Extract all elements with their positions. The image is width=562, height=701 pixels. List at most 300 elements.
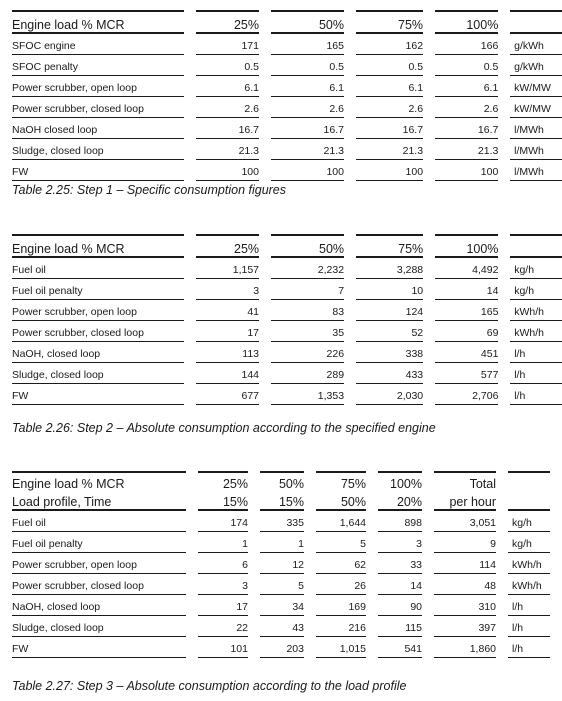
header-25: 25%	[196, 234, 259, 258]
row-label: FW	[12, 384, 184, 405]
column-gap	[498, 363, 510, 384]
table1-body	[12, 34, 562, 181]
value-cell: 3,051	[434, 511, 496, 532]
column-gap	[344, 363, 356, 384]
row-label: Power scrubber, closed loop	[12, 574, 186, 595]
row-label: SFOC engine	[12, 34, 184, 55]
column-gap	[259, 258, 271, 279]
unit-cell: kW/MW	[510, 97, 562, 118]
value-cell: 226	[271, 342, 344, 363]
value-cell: 83	[271, 300, 344, 321]
value-cell: 335	[260, 511, 304, 532]
unit-cell: g/kWh	[510, 34, 562, 55]
row-label: Fuel oil penalty	[12, 279, 184, 300]
value-cell: 677	[196, 384, 259, 405]
column-gap	[496, 637, 508, 658]
value-cell: 169	[316, 595, 366, 616]
table3-caption: Table 2.27: Step 3 – Absolute consumption according to the load profile	[12, 679, 407, 693]
unit-cell: l/h	[508, 616, 550, 637]
value-cell: 2,232	[271, 258, 344, 279]
column-gap	[259, 139, 271, 160]
unit-cell: kW/MW	[510, 76, 562, 97]
table-row	[12, 258, 562, 279]
column-gap	[184, 55, 196, 76]
column-gap	[344, 321, 356, 342]
header-unit	[510, 234, 562, 258]
column-gap	[423, 139, 435, 160]
column-gap	[186, 532, 198, 553]
unit-cell: l/MWh	[510, 160, 562, 181]
header-unit	[508, 491, 550, 511]
column-gap	[498, 160, 510, 181]
column-gap	[498, 34, 510, 55]
value-cell: 2.6	[435, 97, 498, 118]
column-gap	[498, 342, 510, 363]
column-gap	[184, 300, 196, 321]
column-gap	[498, 321, 510, 342]
value-cell: 14	[378, 574, 422, 595]
column-gap	[304, 574, 316, 595]
column-gap	[498, 258, 510, 279]
value-cell: 451	[435, 342, 498, 363]
column-gap	[304, 511, 316, 532]
column-gap	[184, 139, 196, 160]
column-gap	[422, 574, 434, 595]
unit-cell: kg/h	[510, 258, 562, 279]
header-75: 75%	[356, 10, 423, 34]
column-gap	[422, 532, 434, 553]
unit-cell: kg/h	[510, 279, 562, 300]
column-gap	[366, 616, 378, 637]
unit-cell: kWh/h	[510, 300, 562, 321]
header-75: 75%	[316, 471, 366, 491]
table3-body	[12, 511, 550, 658]
column-gap	[498, 139, 510, 160]
value-cell: 144	[196, 363, 259, 384]
value-cell: 14	[435, 279, 498, 300]
header-50: 50%	[271, 10, 344, 34]
row-label: Power scrubber, closed loop	[12, 97, 184, 118]
unit-cell: l/h	[510, 384, 562, 405]
table-row	[12, 139, 562, 160]
value-cell: 2.6	[196, 97, 259, 118]
value-cell: 10	[356, 279, 423, 300]
table-row	[12, 300, 562, 321]
value-cell: 4,492	[435, 258, 498, 279]
column-gap	[259, 76, 271, 97]
column-gap	[184, 76, 196, 97]
value-cell: 0.5	[356, 55, 423, 76]
value-cell: 203	[260, 637, 304, 658]
column-gap	[423, 34, 435, 55]
header-unit	[510, 10, 562, 34]
value-cell: 21.3	[196, 139, 259, 160]
table-row	[12, 595, 550, 616]
value-cell: 101	[198, 637, 248, 658]
table-row	[12, 342, 562, 363]
value-cell: 100	[196, 160, 259, 181]
column-gap	[423, 118, 435, 139]
value-cell: 6.1	[196, 76, 259, 97]
value-cell: 1,353	[271, 384, 344, 405]
column-gap	[259, 97, 271, 118]
column-gap	[422, 616, 434, 637]
column-gap	[186, 553, 198, 574]
value-cell: 33	[378, 553, 422, 574]
row-label: Fuel oil	[12, 511, 186, 532]
value-cell: 3,288	[356, 258, 423, 279]
value-cell: 0.5	[435, 55, 498, 76]
value-cell: 310	[434, 595, 496, 616]
table-row	[12, 637, 550, 658]
table-row	[12, 34, 562, 55]
column-gap	[344, 97, 356, 118]
value-cell: 100	[356, 160, 423, 181]
column-gap	[184, 258, 196, 279]
value-cell: 3	[196, 279, 259, 300]
value-cell: 124	[356, 300, 423, 321]
column-gap	[186, 616, 198, 637]
table2-body	[12, 258, 562, 405]
value-cell: 6.1	[356, 76, 423, 97]
value-cell: 541	[378, 637, 422, 658]
row-label: Fuel oil penalty	[12, 532, 186, 553]
column-gap	[186, 574, 198, 595]
table-row	[12, 384, 562, 405]
specific-consumption-table	[12, 10, 562, 181]
header-engine-load: Engine load % MCR	[12, 471, 186, 491]
column-gap	[248, 532, 260, 553]
value-cell: 171	[196, 34, 259, 55]
column-gap	[248, 574, 260, 595]
header-total: Total	[434, 471, 496, 491]
column-gap	[496, 616, 508, 637]
column-gap	[498, 76, 510, 97]
value-cell: 1,015	[316, 637, 366, 658]
row-label: Power scrubber, open loop	[12, 300, 184, 321]
column-gap	[422, 553, 434, 574]
column-gap	[498, 97, 510, 118]
unit-cell: l/MWh	[510, 118, 562, 139]
value-cell: 2.6	[271, 97, 344, 118]
value-cell: 17	[198, 595, 248, 616]
value-cell: 69	[435, 321, 498, 342]
value-cell: 100	[271, 160, 344, 181]
table-row	[12, 616, 550, 637]
unit-cell: kg/h	[508, 511, 550, 532]
column-gap	[423, 258, 435, 279]
row-label: Fuel oil	[12, 258, 184, 279]
value-cell: 100	[435, 160, 498, 181]
column-gap	[304, 616, 316, 637]
unit-cell: l/MWh	[510, 139, 562, 160]
row-label: Power scrubber, closed loop	[12, 321, 184, 342]
column-gap	[184, 279, 196, 300]
table-row	[12, 532, 550, 553]
unit-cell: kWh/h	[508, 574, 550, 595]
table-row	[12, 160, 562, 181]
value-cell: 0.5	[271, 55, 344, 76]
column-gap	[186, 511, 198, 532]
column-gap	[422, 637, 434, 658]
column-gap	[423, 55, 435, 76]
unit-cell: kg/h	[508, 532, 550, 553]
value-cell: 35	[271, 321, 344, 342]
table-row	[12, 118, 562, 139]
header-100: 100%	[435, 234, 498, 258]
header-load-profile: Load profile, Time	[12, 491, 186, 511]
column-gap	[184, 34, 196, 55]
header-50: 50%	[271, 234, 344, 258]
header-time-100: 20%	[378, 491, 422, 511]
absolute-consumption-load-profile-table	[12, 471, 550, 658]
value-cell: 216	[316, 616, 366, 637]
value-cell: 16.7	[271, 118, 344, 139]
table-row	[12, 363, 562, 384]
table-row	[12, 321, 562, 342]
value-cell: 12	[260, 553, 304, 574]
value-cell: 43	[260, 616, 304, 637]
column-gap	[248, 511, 260, 532]
value-cell: 16.7	[356, 118, 423, 139]
header-25: 25%	[196, 10, 259, 34]
value-cell: 0.5	[196, 55, 259, 76]
row-label: NaOH, closed loop	[12, 595, 186, 616]
row-label: FW	[12, 160, 184, 181]
value-cell: 6.1	[435, 76, 498, 97]
unit-cell: g/kWh	[510, 55, 562, 76]
column-gap	[423, 342, 435, 363]
column-gap	[422, 511, 434, 532]
value-cell: 21.3	[356, 139, 423, 160]
value-cell: 2,030	[356, 384, 423, 405]
column-gap	[184, 363, 196, 384]
row-label: FW	[12, 637, 186, 658]
table-row	[12, 279, 562, 300]
column-gap	[496, 532, 508, 553]
column-gap	[423, 363, 435, 384]
table1-caption: Table 2.25: Step 1 – Specific consumption figures	[12, 183, 287, 197]
table-row	[12, 97, 562, 118]
column-gap	[184, 97, 196, 118]
column-gap	[259, 118, 271, 139]
header-per-hour: per hour	[434, 491, 496, 511]
column-gap	[498, 279, 510, 300]
value-cell: 52	[356, 321, 423, 342]
column-gap	[366, 511, 378, 532]
column-gap	[186, 595, 198, 616]
value-cell: 90	[378, 595, 422, 616]
header-100: 100%	[435, 10, 498, 34]
column-gap	[248, 637, 260, 658]
column-gap	[423, 321, 435, 342]
value-cell: 165	[435, 300, 498, 321]
header-75: 75%	[356, 234, 423, 258]
table-row	[12, 76, 562, 97]
column-gap	[498, 55, 510, 76]
value-cell: 3	[378, 532, 422, 553]
row-label: NaOH closed loop	[12, 118, 184, 139]
value-cell: 9	[434, 532, 496, 553]
unit-cell: l/h	[510, 363, 562, 384]
value-cell: 1	[260, 532, 304, 553]
absolute-consumption-engine-table	[12, 234, 562, 405]
column-gap	[423, 97, 435, 118]
header-time-25: 15%	[198, 491, 248, 511]
column-gap	[304, 637, 316, 658]
header-unit	[508, 471, 550, 491]
column-gap	[304, 595, 316, 616]
value-cell: 115	[378, 616, 422, 637]
value-cell: 114	[434, 553, 496, 574]
unit-cell: l/h	[508, 637, 550, 658]
column-gap	[344, 34, 356, 55]
column-gap	[496, 511, 508, 532]
value-cell: 433	[356, 363, 423, 384]
row-label: Sludge, closed loop	[12, 616, 186, 637]
column-gap	[259, 321, 271, 342]
column-gap	[259, 55, 271, 76]
column-gap	[259, 160, 271, 181]
value-cell: 17	[196, 321, 259, 342]
row-label: Power scrubber, open loop	[12, 76, 184, 97]
value-cell: 397	[434, 616, 496, 637]
value-cell: 62	[316, 553, 366, 574]
value-cell: 16.7	[196, 118, 259, 139]
value-cell: 41	[196, 300, 259, 321]
column-gap	[366, 553, 378, 574]
column-gap	[498, 384, 510, 405]
value-cell: 1,644	[316, 511, 366, 532]
value-cell: 338	[356, 342, 423, 363]
row-label: Sludge, closed loop	[12, 363, 184, 384]
value-cell: 898	[378, 511, 422, 532]
column-gap	[184, 321, 196, 342]
column-gap	[259, 279, 271, 300]
column-gap	[344, 279, 356, 300]
value-cell: 166	[435, 34, 498, 55]
column-gap	[423, 279, 435, 300]
column-gap	[344, 76, 356, 97]
column-gap	[259, 34, 271, 55]
value-cell: 1,860	[434, 637, 496, 658]
column-gap	[344, 139, 356, 160]
value-cell: 16.7	[435, 118, 498, 139]
header-100: 100%	[378, 471, 422, 491]
column-gap	[366, 532, 378, 553]
value-cell: 21.3	[271, 139, 344, 160]
column-gap	[248, 553, 260, 574]
value-cell: 289	[271, 363, 344, 384]
unit-cell: l/h	[508, 595, 550, 616]
table-row	[12, 55, 562, 76]
value-cell: 162	[356, 34, 423, 55]
value-cell: 34	[260, 595, 304, 616]
unit-cell: l/h	[510, 342, 562, 363]
column-gap	[344, 160, 356, 181]
column-gap	[498, 118, 510, 139]
column-gap	[248, 595, 260, 616]
column-gap	[344, 118, 356, 139]
column-gap	[344, 342, 356, 363]
value-cell: 6.1	[271, 76, 344, 97]
column-gap	[422, 595, 434, 616]
table-row	[12, 574, 550, 595]
column-gap	[184, 118, 196, 139]
value-cell: 22	[198, 616, 248, 637]
column-gap	[186, 637, 198, 658]
unit-cell: kWh/h	[510, 321, 562, 342]
header-engine-load: Engine load % MCR	[12, 10, 184, 34]
column-gap	[496, 553, 508, 574]
value-cell: 3	[198, 574, 248, 595]
value-cell: 577	[435, 363, 498, 384]
unit-cell: kWh/h	[508, 553, 550, 574]
column-gap	[184, 384, 196, 405]
column-gap	[184, 160, 196, 181]
header-50: 50%	[260, 471, 304, 491]
column-gap	[496, 574, 508, 595]
value-cell: 1	[198, 532, 248, 553]
row-label: Power scrubber, open loop	[12, 553, 186, 574]
value-cell: 165	[271, 34, 344, 55]
value-cell: 174	[198, 511, 248, 532]
column-gap	[304, 553, 316, 574]
header-time-50: 15%	[260, 491, 304, 511]
column-gap	[366, 637, 378, 658]
row-label: Sludge, closed loop	[12, 139, 184, 160]
column-gap	[423, 300, 435, 321]
row-label: SFOC penalty	[12, 55, 184, 76]
value-cell: 1,157	[196, 258, 259, 279]
column-gap	[259, 384, 271, 405]
value-cell: 5	[260, 574, 304, 595]
column-gap	[423, 160, 435, 181]
value-cell: 48	[434, 574, 496, 595]
value-cell: 113	[196, 342, 259, 363]
column-gap	[184, 342, 196, 363]
value-cell: 6	[198, 553, 248, 574]
table2-caption: Table 2.26: Step 2 – Absolute consumption according to the specified engine	[12, 421, 436, 435]
value-cell: 5	[316, 532, 366, 553]
column-gap	[366, 574, 378, 595]
column-gap	[344, 258, 356, 279]
column-gap	[344, 300, 356, 321]
column-gap	[259, 300, 271, 321]
column-gap	[498, 300, 510, 321]
column-gap	[423, 384, 435, 405]
header-engine-load: Engine load % MCR	[12, 234, 184, 258]
value-cell: 7	[271, 279, 344, 300]
column-gap	[248, 616, 260, 637]
column-gap	[496, 595, 508, 616]
column-gap	[344, 55, 356, 76]
table-row	[12, 511, 550, 532]
column-gap	[423, 76, 435, 97]
table-row	[12, 553, 550, 574]
header-25: 25%	[198, 471, 248, 491]
column-gap	[259, 342, 271, 363]
header-time-75: 50%	[316, 491, 366, 511]
value-cell: 2,706	[435, 384, 498, 405]
value-cell: 26	[316, 574, 366, 595]
row-label: NaOH, closed loop	[12, 342, 184, 363]
value-cell: 2.6	[356, 97, 423, 118]
column-gap	[304, 532, 316, 553]
column-gap	[344, 384, 356, 405]
value-cell: 21.3	[435, 139, 498, 160]
column-gap	[366, 595, 378, 616]
